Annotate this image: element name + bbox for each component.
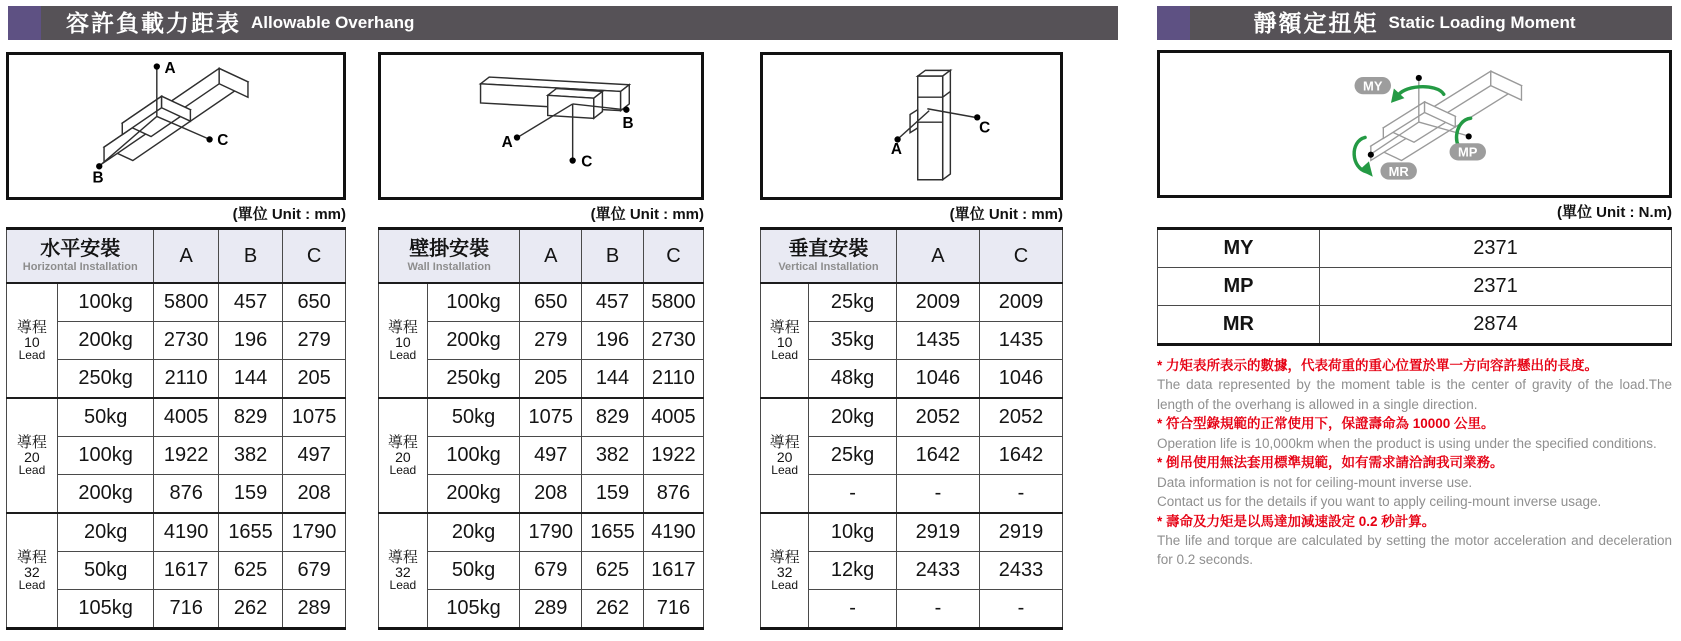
value-cell: 382 [582,437,644,475]
column-header: A [154,229,218,284]
load-cell: 20kg [427,513,520,552]
lead-value: 20 [395,448,411,465]
value-cell: 4005 [643,398,703,437]
point-label-a: A [501,134,513,152]
value-cell: 1435 [979,322,1062,360]
overhang-table [378,227,704,630]
header-row [761,229,1063,284]
value-cell: 2110 [154,360,218,399]
moment-row [1158,229,1672,268]
value-cell: 208 [520,475,582,514]
horizontal-installation-diagram [6,52,346,200]
table-title-cell [379,229,520,284]
value-cell: 1790 [520,513,582,552]
lead-cell [379,398,428,513]
lead-cell [761,398,809,513]
lead-label-en: Lead [771,463,798,478]
unit-label-nm: (單位 Unit : N.m) [1557,204,1672,221]
lead-label-zh: 導程 [387,318,418,336]
value-cell: 457 [218,283,282,322]
overhang-table [6,227,346,630]
table-row [7,513,346,552]
isometric-actuator-icon [9,55,343,197]
table-row [379,513,704,552]
value-cell: - [979,475,1062,514]
lead-cell [761,283,809,398]
lead-cell [7,513,58,629]
value-cell: 205 [520,360,582,399]
overhang-table [760,227,1063,630]
moment-title-en: Static Loading Moment [1388,13,1576,32]
value-cell: 1655 [582,513,644,552]
value-cell: 144 [218,360,282,399]
value-cell: 2433 [979,552,1062,590]
value-cell: 2919 [896,513,979,552]
table-title-en: Horizontal Installation [22,261,138,274]
table-row [7,398,346,437]
table-row [379,552,704,590]
lead-label-en: Lead [18,463,46,478]
footnote-en-line: Operation life is 10,000km when the product is using under the specified conditions. [1157,435,1657,451]
mr-badge-label: MR [1388,163,1409,179]
load-cell: 250kg [427,360,520,399]
value-cell: - [896,475,979,514]
value-cell: 279 [520,322,582,360]
table-row [7,360,346,399]
lead-label-zh: 導程 [769,318,800,336]
footnote-en-line: The life and torque are calculated by setting the motor acceleration and deceleration for 0.2 seconds. [1157,532,1672,568]
table-row [379,322,704,360]
load-cell: 25kg [809,437,897,475]
value-cell: 1046 [896,360,979,399]
value-cell: 2730 [643,322,703,360]
value-cell: 650 [520,283,582,322]
value-cell: - [979,590,1062,629]
value-cell: 1435 [896,322,979,360]
column-header: C [283,229,346,284]
vertical-installation-table [760,227,1063,630]
value-cell: 625 [582,552,644,590]
value-cell: 650 [283,283,346,322]
table-row [379,475,704,514]
lead-label-en: Lead [771,578,798,593]
value-cell: 2110 [643,360,703,399]
load-cell: 250kg [57,360,154,399]
point-label-a: A [890,140,902,158]
footnote-en-line: Data information is not for ceiling-mount inverse use. [1157,474,1473,490]
table-row [379,398,704,437]
lead-value: 20 [776,448,793,465]
isometric-actuator-icon [381,55,701,197]
load-cell: 200kg [427,322,520,360]
moment-label-cell: MY [1158,229,1320,268]
lead-cell [7,398,58,513]
footnote-zh: * 壽命及力矩是以馬達加減速設定 0.2 秒計算。 [1157,513,1436,529]
value-cell: 716 [643,590,703,629]
lead-label-en: Lead [771,348,798,363]
load-cell: 50kg [427,398,520,437]
value-cell: 262 [218,590,282,629]
value-cell: 1655 [218,513,282,552]
my-badge-label: MY [1363,78,1383,94]
footnote [1157,512,1672,570]
load-cell: 105kg [57,590,154,629]
point-label-c: C [581,153,593,171]
table-row [379,437,704,475]
value-cell: 829 [218,398,282,437]
lead-value: 32 [776,563,793,580]
value-cell: 4190 [643,513,703,552]
column-header: A [520,229,582,284]
column-header: B [582,229,644,284]
value-cell: 679 [283,552,346,590]
table-title-en: Wall Installation [407,261,491,274]
lead-label-en: Lead [389,348,417,363]
table-row [7,283,346,322]
lead-label-zh: 導程 [16,318,47,336]
point-label-c: C [979,119,991,137]
value-cell: 2919 [979,513,1062,552]
load-cell: 200kg [57,475,154,514]
overhang-title-en: Allowable Overhang [251,13,415,32]
moment-table [1157,227,1672,346]
lead-value: 32 [395,563,411,580]
unit-label-mm: (單位 Unit : mm) [232,206,346,223]
point-label-a: A [164,60,176,78]
horizontal-installation-table [6,227,346,630]
moment-label-cell: MR [1158,306,1320,345]
value-cell: 1075 [520,398,582,437]
column-header: A [896,229,979,284]
lead-value: 20 [24,448,40,465]
point-label-b: B [92,169,104,187]
column-header: B [218,229,282,284]
table-title-zh: 水平安裝 [40,238,121,261]
lead-label-zh: 導程 [769,433,800,451]
value-cell: 679 [520,552,582,590]
load-cell: 100kg [57,437,154,475]
table-row [7,475,346,514]
value-cell: 159 [218,475,282,514]
value-cell: 1046 [979,360,1062,399]
value-cell: 4190 [154,513,218,552]
load-cell: 48kg [809,360,897,399]
value-cell: 196 [582,322,644,360]
value-cell: 1617 [643,552,703,590]
moment-title-zh: 靜額定扭矩 [1253,10,1379,36]
value-cell: 279 [283,322,346,360]
value-cell: 205 [283,360,346,399]
vertical-installation-diagram [760,52,1063,200]
table-title-zh: 壁掛安裝 [409,238,490,261]
value-cell: - [896,590,979,629]
value-cell: 625 [218,552,282,590]
value-cell: 457 [582,283,644,322]
table-row [7,552,346,590]
value-cell: 262 [582,590,644,629]
column-header: C [979,229,1062,284]
header-accent-square [1157,6,1190,40]
table-row [761,283,1063,322]
value-cell: 1075 [283,398,346,437]
footnote-en-line: Contact us for the details if you want to apply ceiling-mount inverse usage. [1157,494,1602,510]
lead-label-zh: 導程 [387,433,418,451]
lead-label-en: Lead [389,463,417,478]
lead-label-zh: 導程 [16,433,47,451]
value-cell: 2009 [896,283,979,322]
value-cell: 196 [218,322,282,360]
value-cell: 876 [154,475,218,514]
lead-value: 32 [24,563,40,580]
lead-label-zh: 導程 [387,548,418,566]
load-cell: 100kg [427,283,520,322]
header-accent-square [8,6,41,40]
value-cell: 876 [643,475,703,514]
mp-badge-label: MP [1458,144,1478,160]
lead-cell [761,513,809,629]
value-cell: 1617 [154,552,218,590]
load-cell: 20kg [57,513,154,552]
load-cell: 20kg [809,398,897,437]
load-cell: 50kg [57,398,154,437]
value-cell: 2009 [979,283,1062,322]
value-cell: 5800 [643,283,703,322]
table-row [379,590,704,629]
point-label-b: B [622,114,634,132]
moment-diagram [1157,50,1672,198]
load-cell: 200kg [57,322,154,360]
table-title-en: Vertical Installation [778,261,879,274]
moment-value-cell: 2371 [1319,229,1671,268]
table-row [761,513,1063,552]
value-cell: 1922 [154,437,218,475]
header-row [379,229,704,284]
wall-installation-table [378,227,704,630]
load-cell: 200kg [427,475,520,514]
moment-row [1158,306,1672,345]
lead-label-en: Lead [18,348,46,363]
value-cell: 159 [582,475,644,514]
load-cell: - [809,590,897,629]
moment-axes-icon [1160,53,1669,195]
value-cell: 1642 [896,437,979,475]
load-cell: 35kg [809,322,897,360]
static-moment-table [1157,227,1672,346]
value-cell: 4005 [154,398,218,437]
value-cell: 829 [582,398,644,437]
value-cell: 289 [283,590,346,629]
value-cell: 2433 [896,552,979,590]
load-cell: 10kg [809,513,897,552]
table-row [761,398,1063,437]
table-row [7,590,346,629]
column-header: C [643,229,703,284]
value-cell: 289 [520,590,582,629]
footnote [1157,453,1672,511]
lead-label-en: Lead [389,578,417,593]
value-cell: 1642 [979,437,1062,475]
load-cell: 105kg [427,590,520,629]
lead-value: 10 [395,333,411,350]
value-cell: 497 [520,437,582,475]
footnote [1157,356,1672,414]
value-cell: 2730 [154,322,218,360]
value-cell: 2052 [896,398,979,437]
lead-label-zh: 導程 [769,548,800,566]
footnote-en-line: The data represented by the moment table is the center of gravity of the load.The length of the overhang is allowed in a single direction. [1157,377,1672,412]
load-cell: 25kg [809,283,897,322]
lead-cell [379,513,428,629]
value-cell: 497 [283,437,346,475]
overhang-section-header [8,6,1118,40]
moment-value-cell: 2371 [1319,268,1671,306]
value-cell: 382 [218,437,282,475]
table-title-cell [761,229,897,284]
table-row [379,360,704,399]
wall-installation-diagram [378,52,704,200]
lead-value: 10 [776,333,793,350]
table-row [7,322,346,360]
point-label-c: C [217,132,229,150]
footnote-zh: * 符合型錄規範的正常使用下，保證壽命為 10000 公里。 [1157,416,1495,432]
header-row [7,229,346,284]
value-cell: 208 [283,475,346,514]
load-cell: 100kg [427,437,520,475]
moment-label-cell: MP [1158,268,1320,306]
footnote-zh: * 力矩表所表示的數據，代表荷重的重心位置於單一方向容許懸出的長度。 [1157,358,1599,373]
unit-label-mm: (單位 Unit : mm) [590,206,704,223]
load-cell: 100kg [57,283,154,322]
load-cell: 12kg [809,552,897,590]
value-cell: 2052 [979,398,1062,437]
moment-row [1158,268,1672,306]
unit-label-mm: (單位 Unit : mm) [949,206,1063,223]
value-cell: 716 [154,590,218,629]
lead-value: 10 [24,333,40,350]
load-cell: 50kg [57,552,154,590]
value-cell: 144 [582,360,644,399]
table-title-cell [7,229,154,284]
table-row [7,437,346,475]
moment-section-header [1157,6,1672,40]
overhang-title-zh: 容許負載力距表 [66,10,241,36]
moment-value-cell: 2874 [1319,306,1671,345]
lead-label-en: Lead [18,578,46,593]
table-title-zh: 垂直安裝 [788,238,869,261]
isometric-actuator-icon [763,55,1060,197]
footnotes [1157,356,1672,570]
footnote-zh: * 倒吊使用無法套用標準規範，如有需求請洽詢我司業務。 [1157,455,1504,471]
lead-cell [7,283,58,398]
value-cell: 5800 [154,283,218,322]
value-cell: 1790 [283,513,346,552]
footnote [1157,414,1672,453]
table-row [379,283,704,322]
lead-label-zh: 導程 [16,548,47,566]
load-cell: - [809,475,897,514]
load-cell: 50kg [427,552,520,590]
lead-cell [379,283,428,398]
value-cell: 1922 [643,437,703,475]
